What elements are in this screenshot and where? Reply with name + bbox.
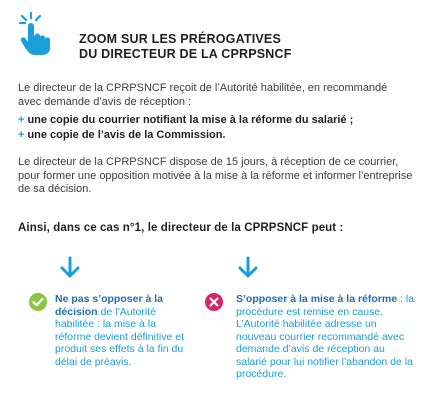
option-lead: Ne pas s’opposer à la décision [55,293,163,318]
plus-marker: + [18,114,25,126]
bullet-text: une copie de l’avis de la Commission. [27,128,226,141]
pointing-hand-icon [14,10,60,56]
page-title [79,32,292,62]
bullet-item [18,113,413,128]
option-body: : la procédure est remise en cause. L’Autorité habilitée adresse un nouveau courrier recommandé avec demande d’avis de réception au salarié pour lui notifier l’abandon de la procédure. [236,293,415,380]
intro-paragraph: Le directeur de la CPRPSNCF reçoit de l’Autorité habilitée, en recommandé avec demande d’avis de réception : [18,82,388,108]
option-lead: S’opposer à la mise à la réforme [236,293,398,305]
option-no-opposition [55,293,185,368]
bullet-list [18,113,413,142]
arrow-down-icon [236,256,260,280]
arrow-down-icon [58,256,82,280]
cross-icon [205,293,223,311]
option-opposition [236,293,416,381]
plus-marker: + [18,128,25,141]
check-icon [29,293,47,311]
title-line-1: ZOOM SUR LES PRÉROGATIVES [79,32,282,46]
deadline-paragraph: Le directeur de la CPRPSNCF dispose de 15 jours, à réception de ce courrier, pour former une opposition motivée à la mise à la réforme et informer l’entreprise de sa décision. [18,156,413,195]
options-intro: Ainsi, dans ce cas n°1, le directeur de la CPRPSNCF peut : [18,222,344,234]
bullet-item [18,128,413,143]
option-body: de l’Autorité habilitée : la mise à la réforme devient définitive et produit ses effets à la fin du délai de préavis. [55,305,184,368]
bullet-text: une copie du courrier notifiant la mise à la réforme du salarié ; [27,114,354,126]
title-line-2: DU DIRECTEUR DE LA CPRPSNCF [79,47,292,61]
